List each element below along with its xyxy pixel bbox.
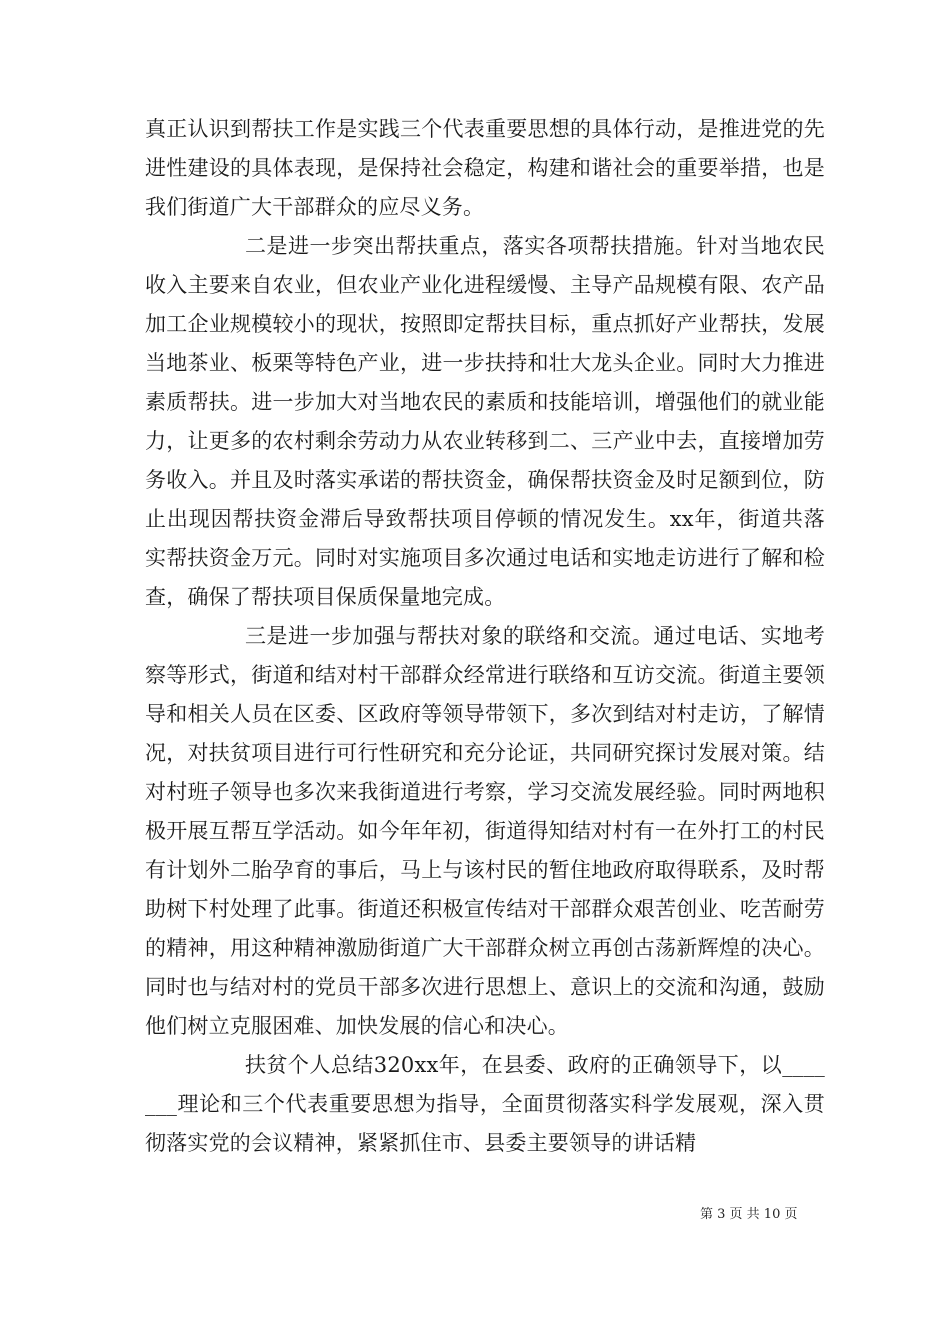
paragraph-point-three: 三是进一步加强与帮扶对象的联络和交流。通过电话、实地考察等形式，街道和结对村干部群众经常进行联络和互访交流。街道主要领导和相关人员在区委、区政府等领导带领下，多次到结对村走访，了解情况，对扶贫项目进行可行性研究和充分论证，共同研究探讨发展对策。结对村班子领导也多次来我街道进行考察，学习交流发展经验。同时两地积极开展互帮互学活动。如今年年初，街道得知结对村有一在外打工的村民有计划外二胎孕育的事后，马上与该村民的暂住地政府取得联系，及时帮助树下村处理了此事。街道还积极宣传结对干部群众艰苦创业、吃苦耐劳的精神，用这种精神激励街道广大干部群众树立再创古荡新辉煌的决心。同时也与结对村的党员干部多次进行思想上、意识上的交流和沟通，鼓励他们树立克服困难、加快发展的信心和决心。 <box>145 624 825 1038</box>
document-body <box>145 110 825 1163</box>
paragraph-point-two: 二是进一步突出帮扶重点，落实各项帮扶措施。针对当地农民收入主要来自农业，但农业产业化进程缓慢、主导产品规模有限、农产品加工企业规模较小的现状，按照即定帮扶目标，重点抓好产业帮扶，发展当地茶业、板栗等特色产业，进一步扶持和壮大龙头企业。同时大力推进素质帮扶。进一步加大对当地农民的素质和技能培训，增强他们的就业能力，让更多的农村剩余劳动力从农业转移到二、三产业中去，直接增加劳务收入。并且及时落实承诺的帮扶资金，确保帮扶资金及时足额到位，防止出现因帮扶资金滞后导致帮扶项目停顿的情况发生。xx年，街道共落实帮扶资金万元。同时对实施项目多次通过电话和实地走访进行了解和检查，确保了帮扶项目保质保量地完成。 <box>145 234 825 609</box>
page-number: 第 3 页 共 10 页 <box>700 1207 798 1222</box>
paragraph-continuation: 真正认识到帮扶工作是实践三个代表重要思想的具体行动，是推进党的先进性建设的具体表现，是保持社会稳定，构建和谐社会的重要举措，也是我们街道广大干部群众的应尽义务。 <box>145 117 825 219</box>
paragraph-summary-three: 扶贫个人总结320xx年，在县委、政府的正确领导下，以_______理论和三个代表重要思想为指导，全面贯彻落实科学发展观，深入贯彻落实党的会议精神，紧紧抓住市、县委主要领导的讲话精 <box>145 1053 825 1155</box>
